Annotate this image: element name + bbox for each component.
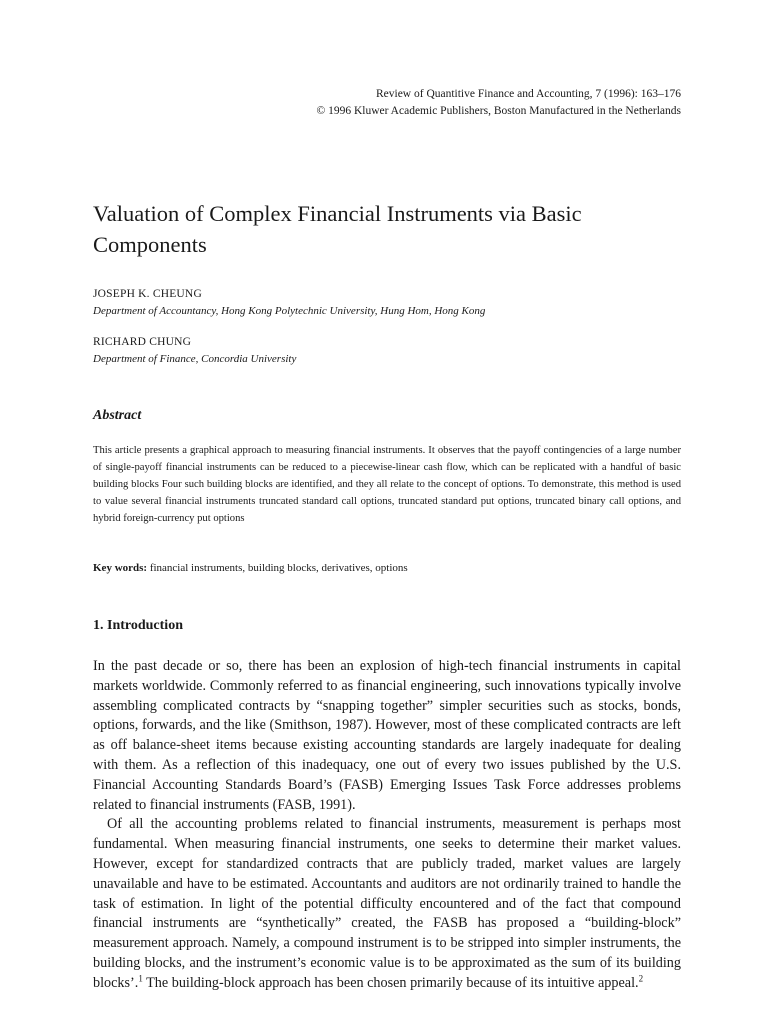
footnote-marker[interactable]: 1 bbox=[138, 973, 143, 984]
abstract-text: This article presents a graphical approach to measuring financial instruments. It observes that the payoff contingencies of a large number of single-payoff financial instruments can be reduced to a piecewise-linear cash flow, which can be replicated with a handful of basic building blocks Four such building blocks are identified, and they all relate to the concept of options. To demonstrate, this method is used to value several financial instruments truncated standard call options, truncated standard put options, truncated binary call options, and hybrid foreign-currency put options bbox=[93, 445, 681, 524]
paragraph bbox=[93, 815, 681, 993]
publisher-line: © 1996 Kluwer Academic Publishers, Boston Manufactured in the Netherlands bbox=[316, 105, 681, 117]
journal-citation: Review of Quantitive Finance and Accounting, 7 (1996): 163–176 bbox=[375, 88, 681, 100]
author-affiliation: Department of Accountancy, Hong Kong Polytechnic University, Hung Hom, Hong Kong bbox=[93, 305, 486, 317]
paragraph-text: Of all the accounting problems related to financial instruments, measurement is perhaps most fundamental. When measuring financial instruments, one seeks to determine their market values. However, except for standardized contracts that are publicly traded, market values are largely unavailable and have to be estimated. Accountants and auditors are not ordinarily trained to handle the task of estimation. In light of the potential difficulty encountered and of the fact that compound financial instruments are “synthetically” created, the FASB has proposed a “building-block” measurement approach. Namely, a compound instrument is to be stripped into simpler instruments, the building blocks, and the instrument’s economic value is to be approximated as the sum of its building blocks’. bbox=[93, 816, 681, 991]
introduction-body bbox=[93, 657, 681, 994]
abstract-heading: Abstract bbox=[93, 408, 142, 423]
author-1 bbox=[93, 286, 681, 319]
paper-title: Valuation of Complex Financial Instruments via Basic Components bbox=[93, 201, 582, 257]
keywords-label: Key words: bbox=[93, 562, 148, 574]
author-affiliation: Department of Finance, Concordia University bbox=[93, 353, 297, 365]
author-name: JOSEPH K. CHEUNG bbox=[93, 288, 202, 300]
keywords-text: financial instruments, building blocks, derivatives, options bbox=[149, 562, 408, 574]
footnote-marker[interactable]: 2 bbox=[638, 973, 644, 984]
keywords bbox=[93, 560, 681, 577]
paragraph-text: The building-block approach has been chosen primarily because of its intuitive appeal. bbox=[142, 974, 639, 991]
paragraph: In the past decade or so, there has been an explosion of high-tech financial instruments in capital markets worldwide. Commonly referred to as financial engineering, such innovations typically involve assembling complicated contracts by “snapping together” simpler securities such as stocks, bonds, options, forwards, and the like (Smithson, 1987). However, most of these complicated contracts are left as off balance-sheet items because existing accounting standards are largely inadequate for dealing with them. As a reflection of this inadequacy, one out of every two issues published by the U.S. Financial Accounting Standards Board’s (FASB) Emerging Issues Task Force addresses problems related to financial instruments (FASB, 1991). bbox=[93, 658, 681, 813]
section-heading-introduction: 1. Introduction bbox=[93, 618, 183, 633]
journal-masthead bbox=[93, 86, 681, 120]
author-2 bbox=[93, 334, 681, 367]
author-name: RICHARD CHUNG bbox=[93, 336, 192, 348]
